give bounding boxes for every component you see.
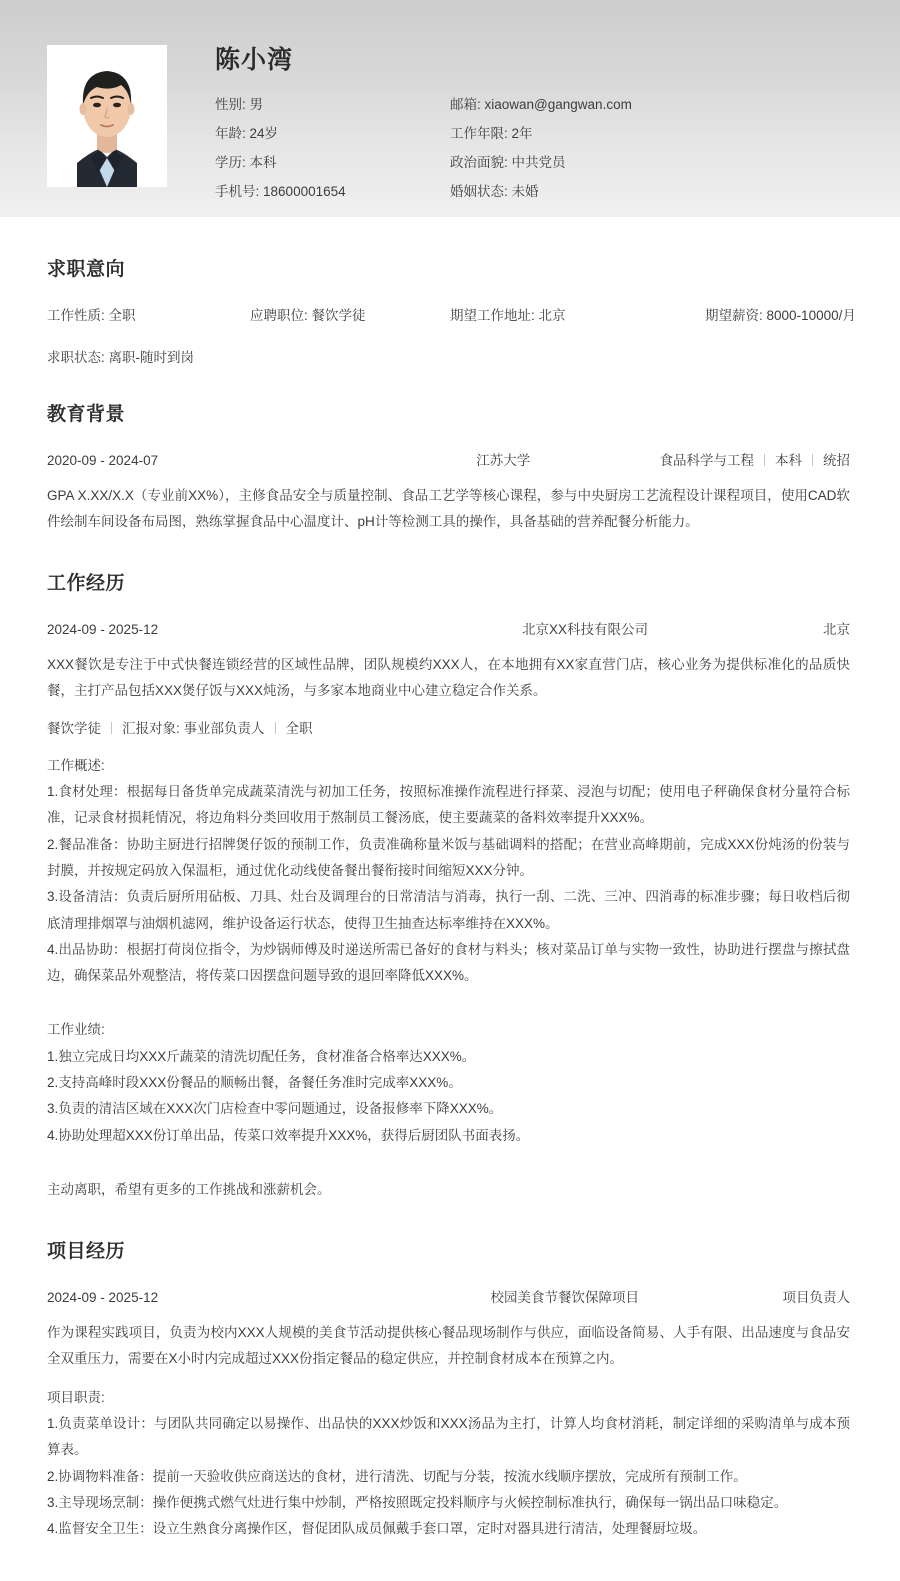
education-degree: 本科 <box>775 452 802 468</box>
work-location: 北京 <box>823 622 850 638</box>
project-date: 2024-09 - 2025-12 <box>47 1290 159 1306</box>
intent-status-label: 求职状态: <box>47 349 105 365</box>
info-gender-label: 性别: <box>215 96 246 112</box>
info-email-label: 邮箱: <box>450 96 481 112</box>
section-project-experience <box>47 1241 850 1542</box>
intent-salary-label: 期望薪资: <box>705 307 763 323</box>
work-title-tag: 餐饮学徒 <box>47 720 101 736</box>
info-age-value: 24岁 <box>249 125 279 141</box>
tag-separator-icon <box>111 722 112 734</box>
education-date: 2020-09 - 2024-07 <box>47 452 159 468</box>
info-gender-value: 男 <box>249 96 264 112</box>
info-marital <box>450 180 900 200</box>
work-overview-item: 2.餐品准备：协助主厨进行招牌煲仔饭的预制工作，负责准确称量米饭与基础调料的搭配；在营业高峰期前，完成XXX份炖汤的份装与封膜，并按规定码放入保温柜，通过优化动线使备餐出餐衔接时间缩短XXX分钟。 <box>47 836 850 878</box>
section-title-project-experience: 项目经历 <box>47 1241 126 1263</box>
intent-position <box>250 304 450 324</box>
tag-separator-icon <box>764 454 765 466</box>
block-spacer <box>47 1163 850 1177</box>
education-tag-row <box>660 449 851 469</box>
info-political-label: 政治面貌: <box>450 154 508 170</box>
education-entry-head <box>47 449 850 469</box>
info-degree <box>215 151 450 171</box>
work-closing-note: 主动离职，希望有更多的工作挑战和涨薪机会。 <box>47 1182 331 1198</box>
education-school: 江苏大学 <box>476 452 531 468</box>
info-political-value: 中共党员 <box>511 154 566 170</box>
project-name: 校园美食节餐饮保障项目 <box>490 1290 639 1306</box>
info-phone-label: 手机号: <box>215 183 260 199</box>
work-achievement-item: 2.支持高峰时段XXX份餐品的顺畅出餐，备餐任务准时完成率XXX%。 <box>47 1075 462 1091</box>
tag-separator-icon <box>812 454 813 466</box>
intent-location-label: 期望工作地址: <box>450 307 535 323</box>
intent-job-type-value: 全职 <box>108 307 136 323</box>
info-experience-label: 工作年限: <box>450 125 508 141</box>
education-tags <box>660 449 851 469</box>
person-name: 陈小湾 <box>215 46 294 74</box>
intent-position-value: 餐饮学徒 <box>311 307 366 323</box>
work-achievement-item: 3.负责的清洁区域在XXX次门店检查中零问题通过，设备报修率下降XXX%。 <box>47 1101 503 1117</box>
work-meta-tags <box>47 717 850 737</box>
education-admission: 统招 <box>823 452 850 468</box>
intent-salary-value: 8000-10000/月 <box>766 307 856 323</box>
work-company-description: XXX餐饮是专注于中式快餐连锁经营的区域性品牌，团队规模约XXX人，在本地拥有XX家直营门店，核心业务为提供标准化的品质快餐，主打产品包括XXX煲仔饭与XXX炖汤，与多家本地商业中心建立稳定合作关系。 <box>47 657 850 699</box>
project-duty-block <box>47 1385 850 1543</box>
work-achievement-block <box>47 1017 850 1149</box>
header-details <box>215 45 900 200</box>
intent-status-value: 离职-随时到岗 <box>108 349 195 365</box>
info-email-value: xiaowan@gangwan.com <box>484 96 632 112</box>
info-experience <box>450 122 900 142</box>
job-intention-grid <box>47 304 856 366</box>
education-major: 食品科学与工程 <box>659 452 754 468</box>
work-overview-block <box>47 753 850 990</box>
project-duty-item: 1.负责菜单设计：与团队共同确定以易操作、出品快的XXX炒饭和XXX汤品为主打，计算人均食材消耗，制定详细的采购清单与成本预算表。 <box>47 1416 850 1458</box>
personal-info-grid <box>215 93 900 200</box>
intent-location-value: 北京 <box>538 307 566 323</box>
work-overview-item: 4.出品协助：根据打荷岗位指令，为炒锅师傅及时递送所需已备好的食材与料头；核对菜品订单与实物一致性，协助进行摆盘与擦拭盘边，确保菜品外观整洁，将传菜口因摆盘问题导致的退回率降低XXX%。 <box>47 941 850 984</box>
resume-content <box>0 259 900 1581</box>
work-entry <box>47 618 850 1203</box>
section-work-experience <box>47 573 850 1203</box>
project-entry-head <box>47 1286 850 1306</box>
block-spacer <box>47 1003 850 1017</box>
info-age <box>215 122 450 142</box>
work-achievement-title: 工作业绩: <box>47 1022 105 1038</box>
tag-separator-icon <box>275 722 276 734</box>
work-company: 北京XX科技有限公司 <box>521 622 648 638</box>
info-marital-label: 婚姻状态: <box>450 183 508 199</box>
work-overview-item: 1.食材处理：根据每日备货单完成蔬菜清洗与初加工任务，按照标准操作流程进行择菜、浸泡与切配；使用电子秤确保食材分量符合标准，记录食材损耗情况，将边角料分类回收用于熬制员工餐汤底，使主要蔬菜的备料效率提升XXX%。 <box>47 783 850 826</box>
intent-job-type <box>47 304 250 324</box>
work-report-to-tag: 汇报对象: 事业部负责人 <box>122 720 265 736</box>
project-background: 作为课程实践项目，负责为校内XXX人规模的美食节活动提供核心餐品现场制作与供应，面临设备简易、人手有限、出品速度与食品安全双重压力，需要在X小时内完成超过XXX份指定餐品的稳定供应，并控制食材成本在预算之内。 <box>47 1325 850 1367</box>
project-role: 项目负责人 <box>782 1290 850 1306</box>
project-duty-item: 4.监督安全卫生：设立生熟食分离操作区，督促团队成员佩戴手套口罩，定时对器具进行清洁，处理餐厨垃圾。 <box>47 1521 707 1537</box>
section-title-education: 教育背景 <box>47 403 126 425</box>
work-achievement-item: 1.独立完成日均XXX斤蔬菜的清洗切配任务，食材准备合格率达XXX%。 <box>47 1048 476 1064</box>
intent-salary <box>705 304 856 324</box>
info-phone-value: 18600001654 <box>263 183 346 199</box>
section-job-intention <box>47 259 856 366</box>
work-overview-item: 3.设备清洁：负责后厨所用砧板、刀具、灶台及调理台的日常清洁与消毒，执行一刮、二洗、三冲、四消毒的标准步骤；每日收档后彻底清理排烟罩与油烟机滤网，维护设备运行状态，使得卫生抽查达标率维持在XXX%。 <box>47 889 850 931</box>
work-job-type-tag: 全职 <box>285 720 313 736</box>
info-political <box>450 151 900 171</box>
info-age-label: 年龄: <box>215 125 246 141</box>
project-entry <box>47 1286 850 1543</box>
resume-header <box>0 0 900 217</box>
work-entry-head <box>47 618 850 638</box>
work-overview-title: 工作概述: <box>47 757 105 773</box>
section-title-work-experience: 工作经历 <box>47 573 126 595</box>
project-duty-item: 3.主导现场烹制：操作便携式燃气灶进行集中炒制，严格按照既定投料顺序与火候控制标准执行，确保每一锅出品口味稳定。 <box>47 1495 788 1510</box>
info-gender <box>215 93 450 113</box>
info-experience-value: 2年 <box>511 125 533 141</box>
work-date: 2024-09 - 2025-12 <box>47 622 159 638</box>
info-phone <box>215 180 450 200</box>
intent-location <box>450 304 705 324</box>
info-degree-label: 学历: <box>215 154 246 170</box>
section-title-job-intention: 求职意向 <box>47 259 126 280</box>
project-duty-title: 项目职责: <box>47 1389 105 1405</box>
info-degree-value: 本科 <box>249 154 277 170</box>
intent-status <box>47 346 250 366</box>
info-email <box>450 93 900 113</box>
profile-photo <box>47 45 167 187</box>
info-marital-value: 未婚 <box>511 183 539 199</box>
project-duty-item: 2.协调物料准备：提前一天验收供应商送达的食材，进行清洗、切配与分装，按流水线顺序摆放，完成所有预制工作。 <box>47 1468 747 1484</box>
intent-job-type-label: 工作性质: <box>47 307 105 323</box>
education-description: GPA X.XX/X.X（专业前XX%），主修食品安全与质量控制、食品工艺学等核心课程，参与中央厨房工艺流程设计课程项目，使用CAD软件绘制车间设备布局图，熟练掌握食品中心温度计、pH计等检测工具的操作，具备基础的营养配餐分析能力。 <box>47 487 850 529</box>
intent-position-label: 应聘职位: <box>250 307 308 323</box>
work-achievement-item: 4.协助处理超XXX份订单出品，传菜口效率提升XXX%，获得后厨团队书面表扬。 <box>47 1127 530 1143</box>
education-entry <box>47 449 850 536</box>
section-education <box>47 404 850 535</box>
